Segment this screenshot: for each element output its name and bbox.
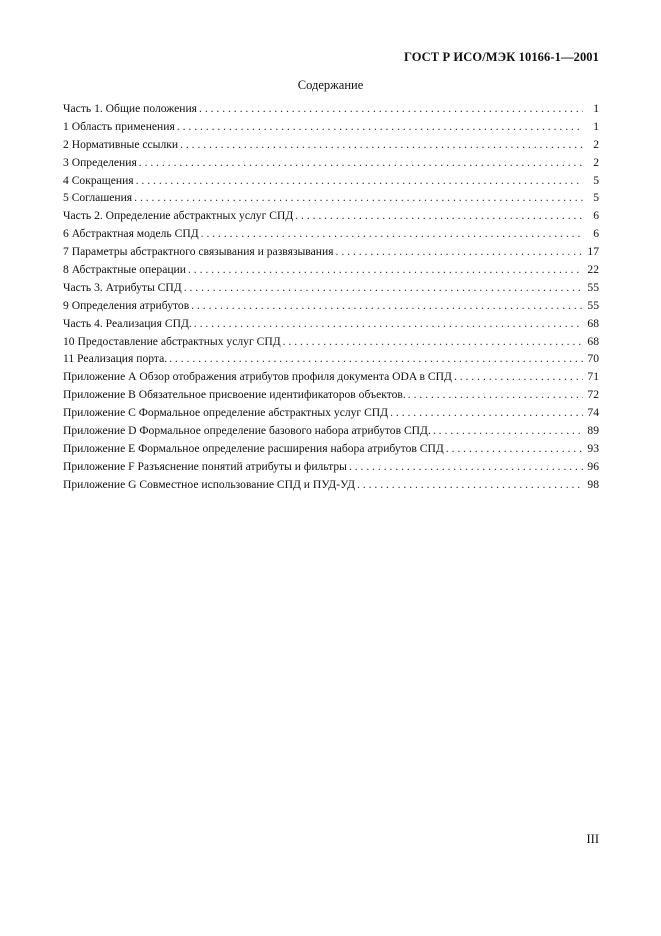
toc-entry — [63, 460, 599, 478]
toc-entry-page: 89 — [587, 424, 599, 438]
toc-entry — [63, 388, 599, 406]
toc-entry-label: 3 Определения — [63, 155, 137, 169]
toc-entry-page: 68 — [587, 316, 599, 330]
toc-entry-label: 9 Определения атрибутов — [63, 298, 190, 312]
toc-leader-dots — [199, 102, 583, 115]
toc-entry-label: Часть 3. Атрибуты СПД — [63, 280, 182, 294]
page-number: III — [586, 832, 599, 846]
toc-entry — [63, 156, 599, 174]
toc-leader-dots — [357, 478, 583, 491]
toc-entry-page: 93 — [587, 441, 599, 455]
toc-entry — [63, 424, 599, 442]
toc-entry-label: 2 Нормативные ссылки — [63, 137, 179, 151]
toc-leader-dots — [177, 120, 583, 133]
toc-leader-dots — [134, 191, 583, 204]
toc-entry-page: 98 — [587, 477, 599, 491]
toc-entry-page: 72 — [587, 388, 599, 402]
toc-entry-label: Приложение С Формальное определение абстрактных услуг СПД — [63, 406, 389, 420]
toc-entry-page: 55 — [587, 280, 599, 294]
toc-entry-page: 5 — [593, 173, 599, 187]
toc-entry-page: 2 — [593, 155, 599, 169]
toc-entry — [63, 191, 599, 209]
toc-entry — [63, 102, 599, 120]
toc-leader-dots — [194, 317, 583, 330]
toc-leader-dots — [390, 406, 583, 419]
toc-entry-label: Приложение D Формальное определение базового набора атрибутов СПД. — [63, 424, 431, 438]
toc-entry-label: Часть 4. Реализация СПД. — [63, 316, 192, 330]
toc-leader-dots — [139, 156, 583, 169]
toc-entry-label: Часть 2. Определение абстрактных услуг СПД — [63, 209, 294, 223]
toc-leader-dots — [180, 138, 583, 151]
toc-entry — [63, 245, 599, 263]
toc-title: Содержание — [297, 78, 364, 92]
toc-entry — [63, 478, 599, 496]
toc-leader-dots — [349, 460, 583, 473]
document-header: ГОСТ Р ИСО/МЭК 10166-1—2001 — [403, 50, 599, 64]
toc-leader-dots — [188, 263, 583, 276]
toc-entry — [63, 281, 599, 299]
toc-entry — [63, 138, 599, 156]
toc-entry — [63, 406, 599, 424]
toc-entry — [63, 227, 599, 245]
toc-leader-dots — [454, 370, 583, 383]
toc-leader-dots — [295, 209, 583, 222]
toc-entry-page: 22 — [587, 263, 599, 277]
toc-entry-label: Приложение Е Формальное определение расширения набора атрибутов СПД — [63, 441, 444, 455]
toc-leader-dots — [433, 424, 583, 437]
toc-entry-page: 68 — [587, 334, 599, 348]
toc-entry — [63, 370, 599, 388]
toc-entry-label: Часть 1. Общие положения — [63, 102, 198, 115]
toc-leader-dots — [191, 299, 583, 312]
toc-leader-dots — [201, 227, 583, 240]
toc-entry-page: 6 — [593, 227, 599, 241]
toc-entry-page: 55 — [587, 298, 599, 312]
toc-entry — [63, 299, 599, 317]
toc-entry-label: Приложение F Разъяснение понятий атрибуты и фильтры — [63, 459, 347, 473]
toc-entry — [63, 352, 599, 370]
toc-entry — [63, 263, 599, 281]
toc-entry-page: 6 — [593, 209, 599, 223]
toc-leader-dots — [184, 281, 583, 294]
toc-leader-dots — [336, 245, 583, 258]
toc-entry-page: 5 — [593, 191, 599, 205]
table-of-contents — [63, 102, 599, 496]
toc-entry-label: Приложение G Совместное использование СПД и ПУД-УД — [63, 477, 356, 491]
toc-entry-label: 6 Абстрактная модель СПД — [63, 227, 199, 241]
toc-leader-dots — [408, 388, 583, 401]
toc-entry-page: 70 — [587, 352, 599, 366]
toc-entry-label: 5 Соглашения — [63, 191, 133, 205]
toc-leader-dots — [136, 174, 583, 187]
toc-leader-dots — [169, 352, 583, 365]
toc-entry — [63, 174, 599, 192]
toc-leader-dots — [446, 442, 583, 455]
toc-entry — [63, 120, 599, 138]
toc-entry-page: 74 — [587, 406, 599, 420]
toc-entry-label: 7 Параметры абстрактного связывания и развязывания — [63, 245, 334, 259]
toc-entry-page: 96 — [587, 459, 599, 473]
toc-entry — [63, 335, 599, 353]
toc-entry-label: 8 Абстрактные операции — [63, 263, 186, 277]
toc-entry-label: 4 Сокращения — [63, 173, 134, 187]
toc-entry — [63, 442, 599, 460]
toc-entry-page: 1 — [593, 102, 599, 115]
toc-entry-page: 1 — [593, 119, 599, 133]
toc-entry-page: 71 — [587, 370, 599, 384]
toc-entry-page: 2 — [593, 137, 599, 151]
toc-entry-label: 1 Область применения — [63, 119, 175, 133]
toc-entry-label: Приложение А Обзор отображения атрибутов профиля документа ODA в СПД — [63, 370, 452, 384]
toc-entry — [63, 209, 599, 227]
toc-entry-label: 11 Реализация порта. — [63, 352, 168, 366]
toc-entry-label: Приложение В Обязательное присвоение идентификаторов объектов. — [63, 388, 406, 402]
toc-leader-dots — [283, 335, 583, 348]
toc-entry-label: 10 Предоставление абстрактных услуг СПД — [63, 334, 281, 348]
toc-entry-page: 17 — [587, 245, 599, 259]
toc-entry — [63, 317, 599, 335]
